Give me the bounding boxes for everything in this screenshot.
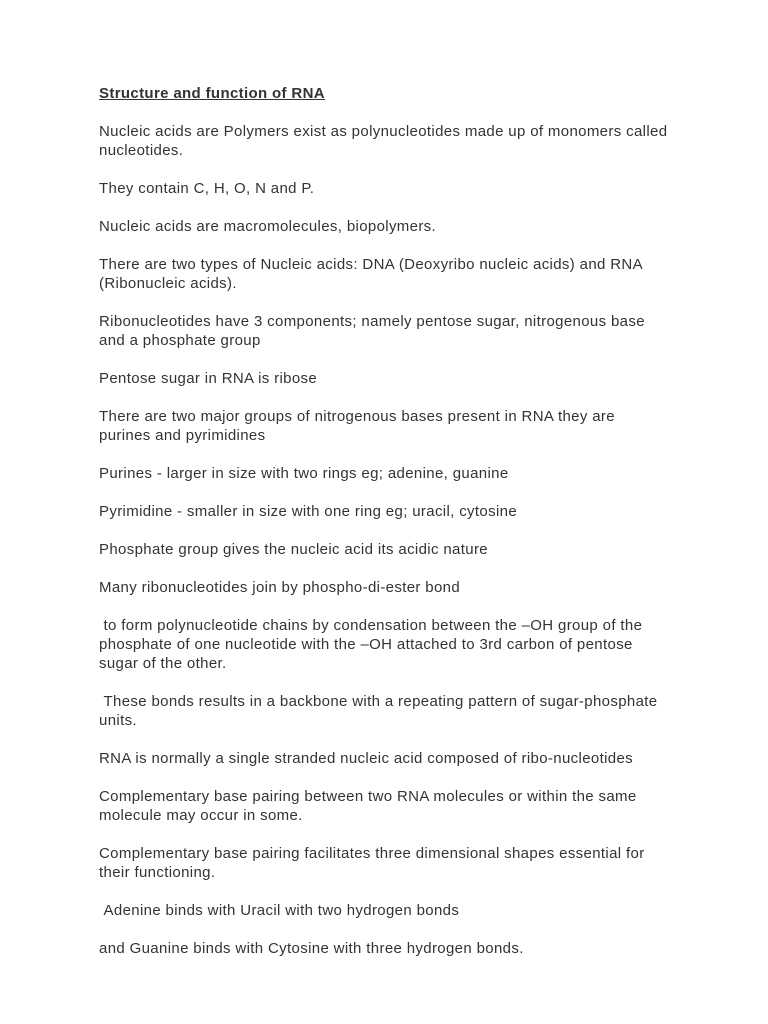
paragraph: RNA is normally a single stranded nucleic acid composed of ribo-nucleotides bbox=[99, 750, 634, 767]
paragraph: There are two major groups of nitrogenous bases present in RNA they are purines and pyrimidines bbox=[99, 408, 620, 444]
paragraph: Many ribonucleotides join by phospho-di-ester bond bbox=[99, 579, 461, 596]
paragraph: Nucleic acids are macromolecules, biopolymers. bbox=[99, 218, 437, 235]
paragraph: Purines - larger in size with two rings eg; adenine, guanine bbox=[99, 465, 509, 482]
paragraph: Phosphate group gives the nucleic acid its acidic nature bbox=[99, 541, 488, 558]
paragraph: Ribonucleotides have 3 components; namely pentose sugar, nitrogenous base and a phosphate group bbox=[99, 313, 650, 349]
paragraph: Adenine binds with Uracil with two hydrogen bonds bbox=[99, 902, 460, 919]
paragraph: Nucleic acids are Polymers exist as polynucleotides made up of monomers called nucleotides. bbox=[99, 123, 672, 159]
paragraph: Pentose sugar in RNA is ribose bbox=[99, 370, 318, 387]
paragraph: Pyrimidine - smaller in size with one ring eg; uracil, cytosine bbox=[99, 503, 518, 520]
paragraph: There are two types of Nucleic acids: DNA (Deoxyribo nucleic acids) and RNA (Ribonucleic acids). bbox=[99, 256, 647, 292]
paragraph: Complementary base pairing between two RNA molecules or within the same molecule may occur in some. bbox=[99, 788, 642, 824]
paragraph: to form polynucleotide chains by condensation between the –OH group of the phosphate of one nucleotide with the –OH attached to 3rd carbon of pentose sugar of the other. bbox=[99, 617, 647, 672]
paragraph: They contain C, H, O, N and P. bbox=[99, 180, 315, 197]
paragraph: and Guanine binds with Cytosine with three hydrogen bonds. bbox=[99, 940, 524, 957]
document-title: Structure and function of RNA bbox=[99, 85, 325, 102]
document-page bbox=[99, 84, 672, 977]
paragraph: Complementary base pairing facilitates three dimensional shapes essential for their functioning. bbox=[99, 845, 650, 881]
paragraph: These bonds results in a backbone with a repeating pattern of sugar-phosphate units. bbox=[99, 693, 663, 729]
